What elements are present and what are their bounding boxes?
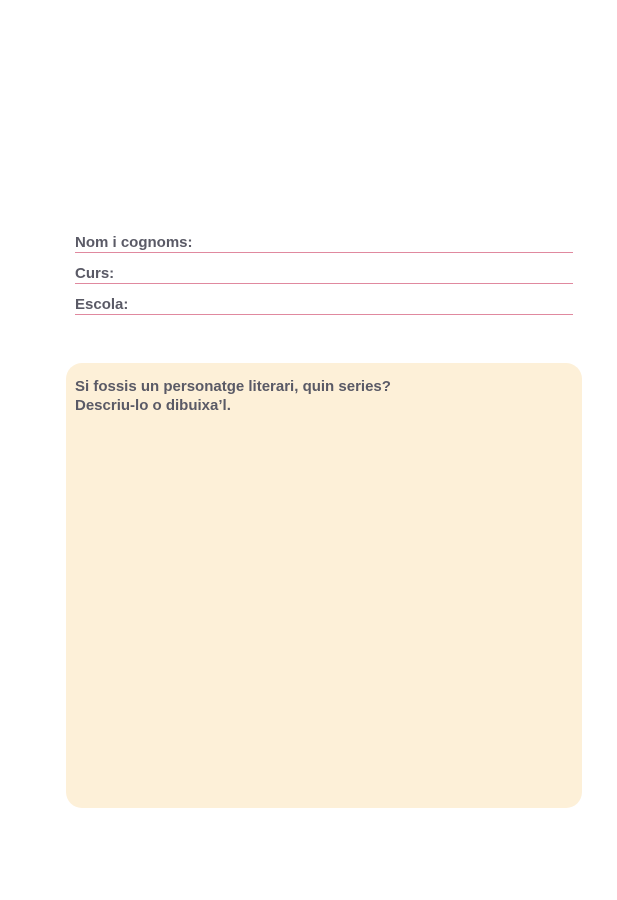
- name-field[interactable]: [75, 231, 573, 253]
- course-field-label: Curs:: [75, 265, 115, 282]
- name-field-label: Nom i cognoms:: [75, 234, 193, 251]
- course-field[interactable]: [75, 262, 573, 284]
- prompt-line-instruction: Descriu-lo o dibuixa’l.: [75, 397, 231, 414]
- school-field[interactable]: [75, 293, 573, 315]
- activity-prompt: [75, 377, 555, 415]
- prompt-line-question: Si fossis un personatge literari, quin series?: [75, 378, 391, 395]
- school-field-label: Escola:: [75, 296, 129, 313]
- answer-area[interactable]: [66, 363, 582, 808]
